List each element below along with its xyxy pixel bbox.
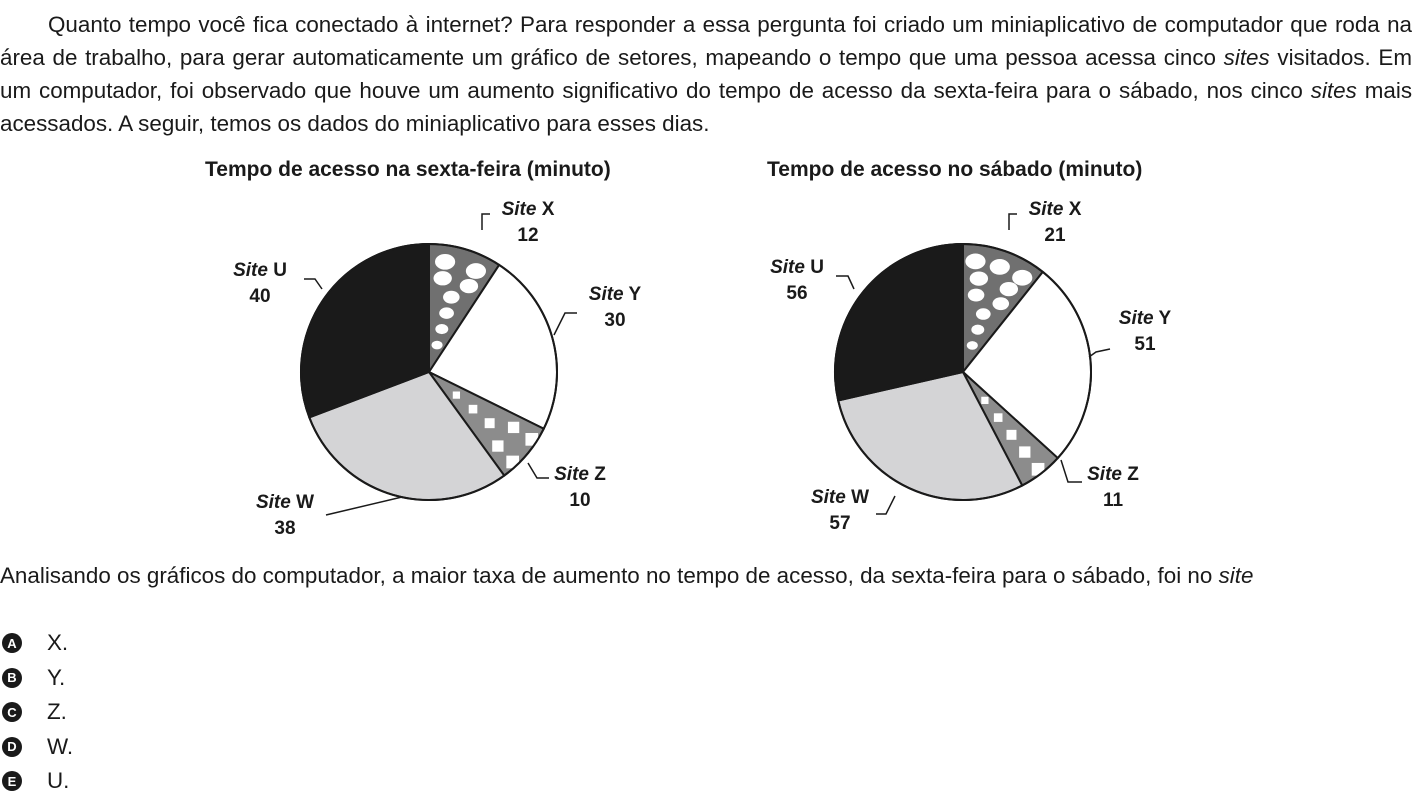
question-italic-site: site [1218,563,1254,588]
slice-label-z: Site Z [554,464,606,485]
intro-italic-sites-2: sites [1310,78,1357,103]
friday-chart-title: Tempo de acesso na sexta-feira (minuto) [205,158,611,181]
question-text-main: Analisando os gráficos do computador, a maior taxa de aumento no tempo de acesso, da sexta-feira para o sábado, foi no [0,563,1219,588]
slice-label-x: Site X [1028,199,1082,220]
option-b-badge: B [2,668,22,688]
option-a[interactable] [0,626,73,661]
slice-label-z: Site Z [1087,464,1139,485]
slice-value-w: 38 [274,518,296,539]
intro-text-1: Quanto tempo você fica conectado à internet? Para responder a essa pergunta foi criado um miniaplicativo de computador que roda na área de trabalho, para gerar automaticamente um gráfico de setores, mapeando o tempo que uma pessoa acessa cinco [0,12,1412,70]
option-d-badge: D [2,737,22,757]
leader-line-z [1061,460,1082,482]
option-b[interactable] [0,661,73,696]
option-e[interactable] [0,764,73,799]
slice-value-x: 21 [1044,225,1066,246]
option-d[interactable] [0,730,73,765]
slice-label-x: Site X [501,199,555,220]
option-c[interactable] [0,695,73,730]
intro-text-2: visitados. Em um computador, foi observado que houve um aumento significativo do tempo de acesso da sexta-feira para o sábado, nos cinco [0,45,1412,103]
leader-line-y [1089,349,1110,357]
slice-label-w: Site W [255,492,315,513]
slice-label-w: Site W [810,487,870,508]
leader-line-x [1009,214,1017,230]
option-e-text: U. [47,768,70,794]
slice-label-u: Site U [770,257,824,278]
slice-value-z: 10 [569,490,591,511]
option-a-text: X. [47,630,69,656]
option-c-badge: C [2,702,22,722]
saturday-chart-title: Tempo de acesso no sábado (minuto) [767,158,1143,181]
leader-line-w [876,496,895,514]
answer-options [0,626,73,799]
intro-text-3: mais acessados. A seguir, temos os dados do miniaplicativo para esses dias. [0,78,1413,136]
leader-line-u [836,276,854,289]
option-b-text: Y. [47,664,66,690]
question-text [0,561,1412,591]
slice-value-u: 56 [786,283,808,304]
slice-value-z: 11 [1102,490,1124,511]
slice-value-x: 12 [517,225,539,246]
slice-label-y: Site Y [1118,308,1172,329]
slice-value-u: 40 [249,286,271,307]
slice-value-y: 30 [604,310,626,331]
option-c-text: Z. [47,699,67,725]
intro-italic-sites-1: sites [1223,45,1270,70]
slice-label-u: Site U [233,260,287,281]
option-e-badge: E [2,771,22,791]
slice-label-y: Site Y [588,284,642,305]
slice-value-w: 57 [829,513,851,534]
slice-value-y: 51 [1134,334,1156,355]
pie-slice-u [835,244,963,400]
option-d-text: W. [47,733,74,759]
option-a-badge: A [2,633,22,653]
